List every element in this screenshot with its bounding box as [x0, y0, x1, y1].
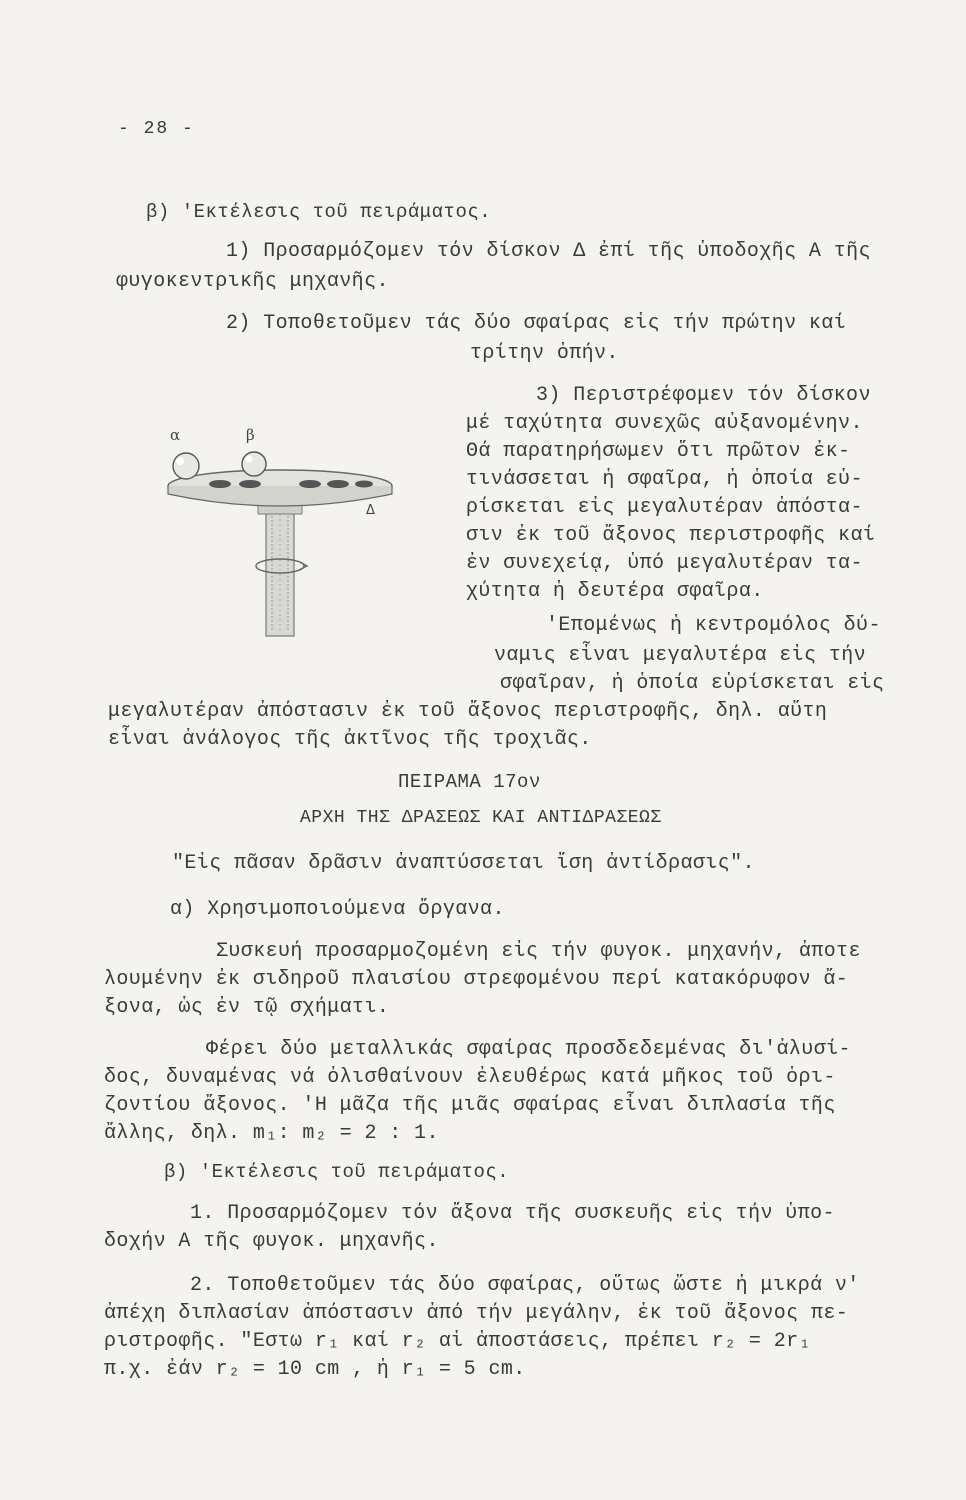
exec-p1-line-1: 1. Προσαρμόζομεν τόν ἄξονα τῆς συσκευῆς εἰς τήν ὑπο- [190, 1202, 835, 1225]
step2-line-1: 2) Τοποθετοῦμεν τάς δύο σφαίρας εἰς τήν πρώτην καί [226, 312, 847, 335]
step3-line-6: σιν ἐκ τοῦ ἄξονος περιστροφῆς καί [466, 524, 876, 547]
step1-line-1: 1) Προσαρμόζομεν τόν δίσκον Δ ἐπί τῆς ὑποδοχῆς Α τῆς [226, 240, 871, 263]
page-number: - 28 - [118, 119, 195, 139]
execution-heading-1: β) 'Εκτέλεσις τοῦ πειράματος. [146, 201, 492, 223]
exec-p2-line-3: ριστροφῆς. "Εστω r₁ καί r₂ αἱ ἀποστάσεις, πρέπει r₂ = 2r₁ [104, 1330, 811, 1353]
tools-p2-line-3: ζοντίου ἄξονος. 'Η μᾶζα τῆς μιᾶς σφαίρας εἶναι διπλασία τῆς [104, 1094, 836, 1117]
tools-heading: α) Χρησιμοποιούμενα ὄργανα. [170, 898, 505, 921]
conclusion-line-4: μεγαλυτέραν ἀπόστασιν ἐκ τοῦ ἄξονος περιστροφῆς, δηλ. αὕτη [108, 700, 828, 723]
step2-line-2: τρίτην ὀπήν. [470, 342, 619, 365]
step3-line-4: τινάσσεται ἡ σφαῖρα, ἡ ὁποία εὑ- [466, 468, 863, 491]
step3-line-1: 3) Περιστρέφομεν τόν δίσκον [536, 384, 871, 407]
step3-line-8: χύτητα ἡ δευτέρα σφαῖρα. [466, 580, 764, 603]
exec-p2-line-2: ἀπέχη διπλασίαν ἀπόστασιν ἀπό τήν μεγάλην, ἐκ τοῦ ἄξονος πε- [104, 1302, 849, 1325]
conclusion-line-1: 'Επομένως ἡ κεντρομόλος δύ- [546, 614, 881, 637]
centrifuge-illustration [160, 418, 400, 638]
principle-quote: "Εἰς πᾶσαν δρᾶσιν ἀναπτύσσεται ἴση ἀντίδρασις". [172, 852, 755, 875]
tools-p2-line-4: ἄλλης, δηλ. m₁: m₂ = 2 : 1. [104, 1122, 439, 1145]
centrifuge-disc-figure [160, 418, 400, 638]
step3-line-2: μέ ταχύτητα συνεχῶς αὐξανομένην. [466, 412, 863, 435]
tools-p1-line-3: ξονα, ὡς ἐν τῷ σχήματι. [104, 996, 390, 1019]
execution-heading-2: β) 'Εκτέλεσις τοῦ πειράματος. [164, 1161, 510, 1183]
step1-line-2: φυγοκεντρικῆς μηχανῆς. [116, 270, 389, 293]
label-alpha: α [170, 426, 181, 444]
step3-line-7: ἐν συνεχείᾳ, ὑπό μεγαλυτέραν τα- [466, 552, 863, 575]
tools-p1-line-1: Συσκευή προσαρμοζομένη εἰς τήν φυγοκ. μηχανήν, ἀποτε [216, 940, 861, 963]
step3-line-5: ρίσκεται εἰς μεγαλυτέραν ἀπόστα- [466, 496, 863, 519]
exec-p1-line-2: δοχήν Α τῆς φυγοκ. μηχανῆς. [104, 1230, 439, 1253]
exec-p2-line-1: 2. Τοποθετοῦμεν τάς δύο σφαίρας, οὕτως ὥστε ἡ μικρά ν' [190, 1274, 860, 1297]
step3-line-3: Θά παρατηρήσωμεν ὅτι πρῶτον ἐκ- [466, 440, 851, 463]
conclusion-line-3: σφαῖραν, ἡ ὁποία εὑρίσκεται εἰς [500, 672, 885, 695]
tools-p2-line-2: δος, δυναμένας νά ὀλισθαίνουν ἐλευθέρως κατά μῆκος τοῦ ὁρι- [104, 1066, 836, 1089]
conclusion-line-5: εἶναι ἀνάλογος τῆς ἀκτῖνος τῆς τροχιᾶς. [108, 728, 592, 751]
label-beta: β [246, 426, 255, 444]
tools-p1-line-2: λουμένην ἐκ σιδηροῦ πλαισίου στρεφομένου περί κατακόρυφον ἄ- [104, 968, 849, 991]
experiment-subtitle: ΑΡΧΗ ΤΗΣ ΔΡΑΣΕΩΣ ΚΑΙ ΑΝΤΙΔΡΑΣΕΩΣ [300, 808, 662, 828]
tools-p2-line-1: Φέρει δύο μεταλλικάς σφαίρας προσδεδεμένας δι'ἀλυσί- [206, 1038, 851, 1061]
conclusion-line-2: ναμις εἶναι μεγαλυτέρα εἰς τήν [494, 644, 867, 667]
exec-p2-line-4: π.χ. ἐάν r₂ = 10 cm , ἡ r₁ = 5 cm. [104, 1358, 526, 1381]
label-disc: Δ [366, 503, 375, 518]
experiment-title: ΠΕΙΡΑΜΑ 17ον [398, 771, 541, 793]
